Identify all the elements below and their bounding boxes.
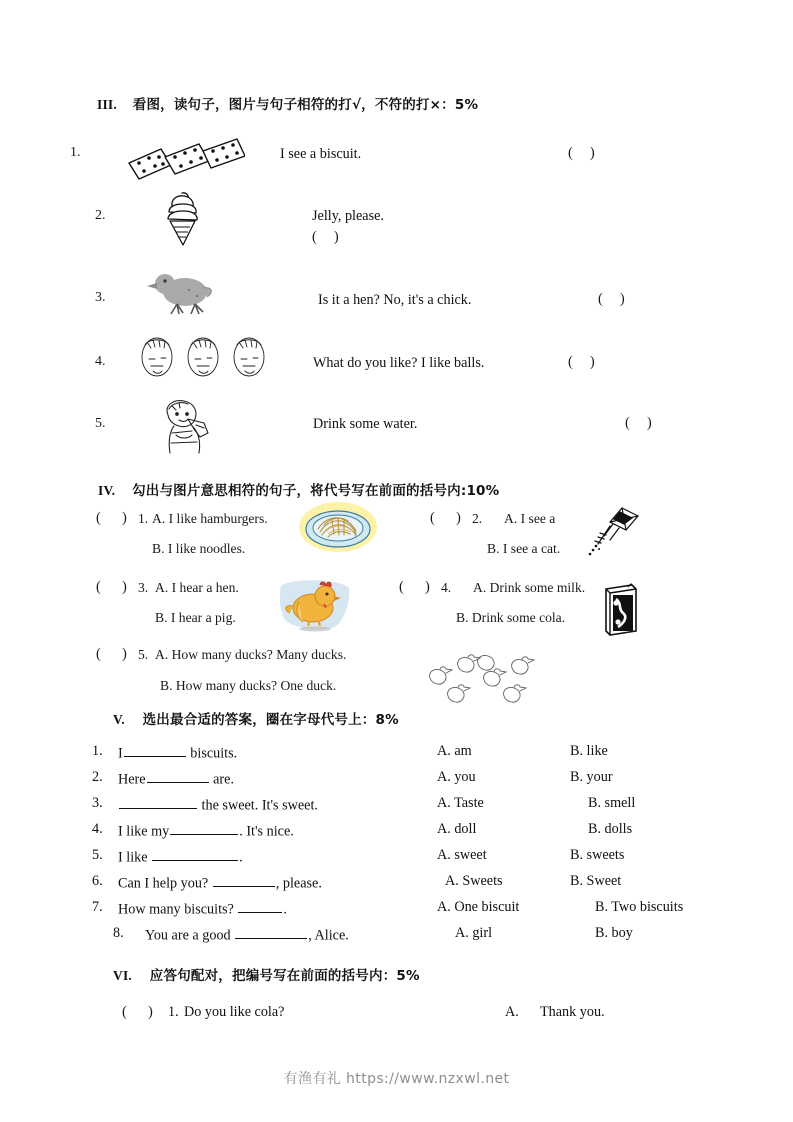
s5-item-5-stem-before: I like [118, 849, 148, 866]
balls-image [135, 335, 275, 381]
s5-item-7-number: 7. [92, 899, 103, 915]
s5-item-4-choice-a[interactable]: A. doll [437, 821, 477, 837]
s4-item-2-answer-box[interactable]: ( ) [430, 510, 462, 526]
s6-item-1-answer-box[interactable]: ( ) [122, 1004, 154, 1020]
s5-item-3-choice-b[interactable]: B. smell [588, 795, 636, 811]
s5-item-1-blank[interactable] [124, 743, 186, 757]
s5-item-3-stem-after: the sweet. It's sweet. [201, 797, 318, 814]
section-3-roman: III. [97, 97, 117, 112]
s4-item-1-option-b[interactable]: B. I like noodles. [152, 541, 246, 556]
s4-item-4-option-a[interactable]: A. Drink some milk. [473, 580, 586, 595]
s5-item-2-choice-b[interactable]: B. your [570, 769, 613, 785]
s4-item-3-answer-box[interactable]: ( ) [96, 579, 128, 595]
s5-item-8-stem-after: , Alice. [308, 927, 349, 944]
s5-item-2-stem-after: are. [213, 771, 234, 788]
section-5-heading [113, 708, 399, 728]
s5-item-8-blank[interactable] [235, 925, 307, 939]
ducks-image [424, 652, 548, 704]
s5-item-3-stem [118, 795, 318, 815]
s5-item-6-stem-after: , please. [275, 875, 322, 892]
s5-item-6-choice-a[interactable]: A. Sweets [445, 873, 503, 889]
s5-item-7-choice-a[interactable]: A. One biscuit [437, 899, 520, 915]
s4-item-4-number: 4. [441, 580, 452, 595]
s3-item-1-sentence: I see a biscuit. [280, 146, 362, 162]
s5-item-6-blank[interactable] [213, 873, 275, 887]
section-6-heading-text: 应答句配对，把编号写在前面的括号内：5% [149, 968, 420, 984]
s3-item-2-number: 2. [95, 208, 106, 223]
section-3-heading-text: 看图，读句子，图片与句子相符的打√，不符的打×：5% [132, 97, 479, 113]
s5-item-8-choice-b[interactable]: B. boy [595, 925, 633, 941]
s5-item-4-number: 4. [92, 821, 103, 837]
s3-item-1-answer-box[interactable]: ( ) [568, 145, 596, 161]
s5-item-1-choice-b[interactable]: B. like [570, 743, 608, 759]
s3-item-3-sentence: Is it a hen? No, it's a chick. [318, 292, 472, 308]
s5-item-6-stem-before: Can I help you? [118, 875, 209, 892]
s5-item-7-stem-before: How many biscuits? [118, 901, 234, 918]
s5-item-5-stem [118, 847, 243, 867]
s5-item-2-number: 2. [92, 769, 103, 785]
s5-item-6-stem [118, 873, 322, 893]
s4-item-5-number: 5. [138, 647, 149, 662]
s5-item-3-blank[interactable] [119, 795, 197, 809]
s5-item-6-number: 6. [92, 873, 103, 889]
s4-item-5-answer-box[interactable]: ( ) [96, 646, 128, 662]
section-6-heading [113, 964, 420, 984]
s5-item-5-stem-after: . [239, 849, 243, 866]
s3-item-4-number: 4. [95, 354, 106, 369]
s5-item-3-choice-a[interactable]: A. Taste [437, 795, 484, 811]
s5-item-7-blank[interactable] [238, 899, 282, 913]
s4-item-5-option-b[interactable]: B. How many ducks? One duck. [160, 678, 337, 693]
s5-item-3-number: 3. [92, 795, 103, 811]
s6-item-1-number: 1. [168, 1004, 179, 1020]
s5-item-7-choice-b[interactable]: B. Two biscuits [595, 899, 684, 915]
s3-item-4-answer-box[interactable]: ( ) [568, 354, 596, 370]
section-3-heading [97, 93, 478, 113]
s5-item-2-choice-a[interactable]: A. you [437, 769, 476, 785]
s3-item-5-number: 5. [95, 416, 106, 431]
chick-image [145, 270, 223, 318]
s5-item-4-blank[interactable] [170, 821, 238, 835]
s5-item-1-stem-before: I [118, 745, 123, 762]
s5-item-5-number: 5. [92, 847, 103, 863]
s5-item-8-number: 8. [113, 925, 124, 941]
s3-item-1-number: 1. [70, 145, 81, 160]
cola-can-image [598, 581, 642, 637]
hen-image [277, 576, 353, 632]
s5-item-1-choice-a[interactable]: A. am [437, 743, 472, 759]
s4-item-1-answer-box[interactable]: ( ) [96, 510, 128, 526]
s5-item-4-stem-before: I like my [118, 823, 170, 840]
s3-item-2-sentence: Jelly, please. [312, 208, 384, 224]
s5-item-4-choice-b[interactable]: B. dolls [588, 821, 633, 837]
s3-item-3-answer-box[interactable]: ( ) [598, 291, 626, 307]
s5-item-4-stem [118, 821, 294, 841]
s5-item-7-stem [118, 899, 287, 919]
s4-item-1-option-a[interactable]: A. I like hamburgers. [152, 511, 268, 526]
kite-image [586, 502, 646, 566]
biscuits-image [125, 135, 245, 183]
s3-item-2-answer-box[interactable]: ( ) [312, 229, 340, 245]
s4-item-5-option-a[interactable]: A. How many ducks? Many ducks. [155, 647, 347, 662]
section-4-roman: IV. [98, 483, 116, 498]
s5-item-2-stem [118, 769, 234, 789]
s6-item-1-question: Do you like cola? [184, 1004, 285, 1020]
s5-item-5-choice-b[interactable]: B. sweets [570, 847, 625, 863]
section-4-heading [98, 479, 499, 499]
ice-cream-image [160, 190, 208, 248]
s4-item-4-answer-box[interactable]: ( ) [399, 579, 431, 595]
s5-item-5-choice-a[interactable]: A. sweet [437, 847, 487, 863]
section-6-roman: VI. [113, 968, 132, 983]
s5-item-5-blank[interactable] [152, 847, 238, 861]
s4-item-2-number: 2. [472, 511, 483, 526]
s4-item-2-option-b[interactable]: B. I see a cat. [487, 541, 561, 556]
s3-item-3-number: 3. [95, 290, 106, 305]
s5-item-8-choice-a[interactable]: A. girl [455, 925, 493, 941]
s6-item-1-match-letter[interactable]: A. [505, 1004, 519, 1020]
s4-item-3-option-a[interactable]: A. I hear a hen. [155, 580, 239, 595]
s4-item-1-number: 1. [138, 511, 149, 526]
footer-watermark: 有渔有礼 https://www.nzxwl.net [283, 1071, 510, 1087]
s5-item-8-stem-before: You are a good [145, 927, 231, 944]
s5-item-1-stem-after: biscuits. [190, 745, 238, 762]
s5-item-1-stem [118, 743, 237, 763]
section-5-heading-text: 选出最合适的答案，圈在字母代号上：8% [142, 712, 399, 728]
drinking-boy-image [152, 397, 222, 457]
s4-item-3-option-b[interactable]: B. I hear a pig. [155, 610, 236, 625]
section-5-roman: V. [113, 712, 125, 727]
s5-item-6-choice-b[interactable]: B. Sweet [570, 873, 622, 889]
s5-item-1-number: 1. [92, 743, 103, 759]
section-4-heading-text: 勾出与图片意思相符的句子，将代号写在前面的括号内:10% [132, 483, 500, 499]
s6-item-1-match-text[interactable]: Thank you. [540, 1004, 605, 1020]
s4-item-4-option-b[interactable]: B. Drink some cola. [456, 610, 566, 625]
s5-item-7-stem-after: . [283, 901, 287, 918]
s4-item-3-number: 3. [138, 580, 149, 595]
s3-item-4-sentence: What do you like? I like balls. [313, 355, 485, 371]
noodles-plate-image [298, 501, 378, 553]
s5-item-2-stem-before: Here [118, 771, 146, 788]
s5-item-4-stem-after: . It's nice. [239, 823, 294, 840]
s3-item-5-answer-box[interactable]: ( ) [625, 415, 653, 431]
s5-item-2-blank[interactable] [147, 769, 209, 783]
s3-item-5-sentence: Drink some water. [313, 416, 418, 432]
s5-item-8-stem [145, 925, 349, 945]
s4-item-2-option-a[interactable]: A. I see a [504, 511, 556, 526]
